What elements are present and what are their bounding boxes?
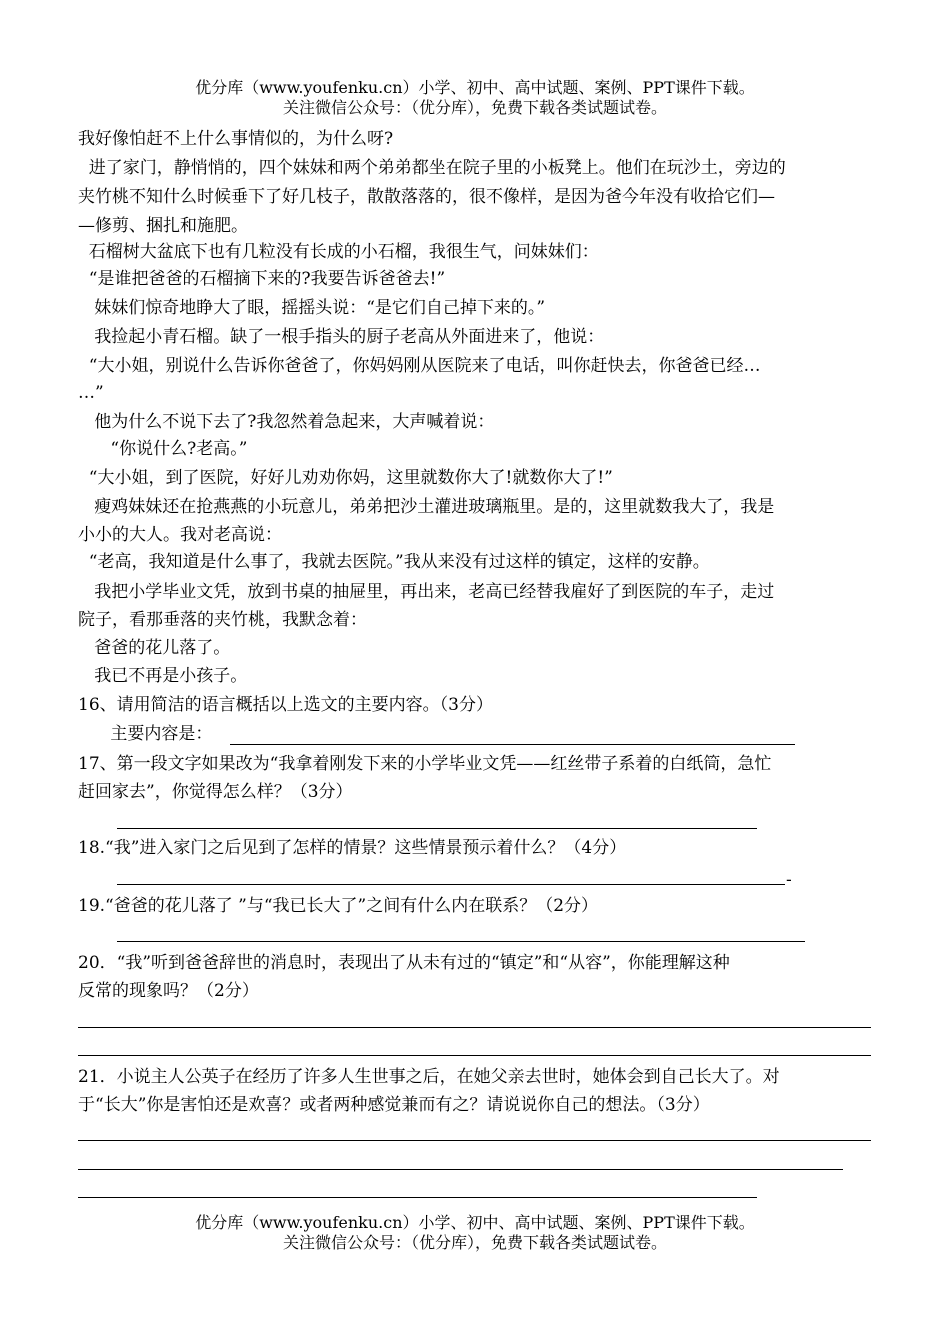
passage-line: —修剪、捆扎和施肥。 xyxy=(78,216,248,236)
passage-line: 他为什么不说下去了?我忽然着急起来，大声喊着说： xyxy=(78,412,495,432)
question-19: 19.“爸爸的花儿落了 ”与“我已长大了”之间有什么内在联系？（2分） xyxy=(78,896,599,916)
passage-line: “是谁把爸爸的石榴摘下来的?我要告诉爸爸去!” xyxy=(78,269,446,289)
passage-line: “大小姐，别说什么告诉你爸爸了，你妈妈刚从医院来了电话，叫你赶快去，你爸爸已经… xyxy=(78,356,761,376)
header-line-1: 优分库（www.youfenku.cn）小学、初中、高中试题、案例、PPT课件下载。 xyxy=(195,78,755,97)
question-20-line-1: 20．“我”听到爸爸辞世的消息时，表现出了从未有过的“镇定”和“从容”，你能理解这种 xyxy=(78,953,730,973)
passage-line: 我好像怕赶不上什么事情似的，为什么呀? xyxy=(78,129,394,149)
header-line-2: 关注微信公众号：（优分库），免费下载各类试题试卷。 xyxy=(282,98,667,117)
passage-line: 爸爸的花儿落了。 xyxy=(78,638,231,658)
answer-blank-21c[interactable] xyxy=(78,1197,757,1198)
answer-blank-21a[interactable] xyxy=(78,1140,871,1141)
answer-blank-18-tail: - xyxy=(786,870,792,890)
passage-line: 进了家门，静悄悄的，四个妹妹和两个弟弟都坐在院子里的小板凳上。他们在玩沙土，旁边的 xyxy=(78,158,786,178)
answer-blank-19[interactable] xyxy=(117,941,805,942)
passage-line: 瘦鸡妹妹还在抢燕燕的小玩意儿，弟弟把沙土灌进玻璃瓶里。是的，这里就数我大了，我是 xyxy=(78,497,775,517)
passage-line: 小小的大人。我对老高说： xyxy=(78,525,282,545)
passage-line: 院子，看那垂落的夹竹桃，我默念着： xyxy=(78,610,367,630)
passage-line: 我把小学毕业文凭，放到书桌的抽屉里，再出来，老高已经替我雇好了到医院的车子，走过 xyxy=(78,582,775,602)
passage-line: …” xyxy=(78,383,104,403)
answer-blank-20b[interactable] xyxy=(78,1055,871,1056)
question-16-prompt: 主要内容是： xyxy=(78,724,213,744)
answer-blank-16[interactable] xyxy=(230,744,795,745)
question-16: 16、请用简洁的语言概括以上选文的主要内容。（3分） xyxy=(78,695,493,715)
question-17-line-1: 17、第一段文字如果改为“我拿着刚发下来的小学毕业文凭——红丝带子系着的白纸筒，急忙 xyxy=(78,754,772,774)
question-21-line-2: 于“长大”你是害怕还是欢喜？或者两种感觉兼而有之？请说说你自己的想法。（3分） xyxy=(78,1095,710,1115)
footer-line-2: 关注微信公众号：（优分库），免费下载各类试题试卷。 xyxy=(282,1233,667,1252)
passage-line: 石榴树大盆底下也有几粒没有长成的小石榴，我很生气，问妹妹们： xyxy=(78,242,599,262)
question-21-line-1: 21．小说主人公英子在经历了许多人生世事之后，在她父亲去世时，她体会到自己长大了。对 xyxy=(78,1067,780,1087)
question-20-line-2: 反常的现象吗？（2分） xyxy=(78,981,259,1001)
passage-line: 妹妹们惊奇地睁大了眼，摇摇头说：“是它们自己掉下来的。” xyxy=(78,298,546,318)
answer-blank-17[interactable] xyxy=(117,828,757,829)
passage-line: 我已不再是小孩子。 xyxy=(78,666,248,686)
question-17-line-2: 赶回家去”，你觉得怎么样？（3分） xyxy=(78,782,353,802)
passage-line: 我捡起小青石榴。缺了一根手指头的厨子老高从外面进来了，他说： xyxy=(78,327,605,347)
passage-line: “你说什么?老高。” xyxy=(78,439,248,459)
footer-line-1: 优分库（www.youfenku.cn）小学、初中、高中试题、案例、PPT课件下载。 xyxy=(195,1213,755,1232)
answer-blank-20a[interactable] xyxy=(78,1027,871,1028)
passage-line: “大小姐，到了医院，好好儿劝劝你妈，这里就数你大了!就数你大了!” xyxy=(78,468,613,488)
question-18: 18.“我”进入家门之后见到了怎样的情景？这些情景预示着什么？（4分） xyxy=(78,838,627,858)
answer-blank-18[interactable] xyxy=(117,884,785,885)
passage-line: “老高，我知道是什么事了，我就去医院。”我从来没有过这样的镇定，这样的安静。 xyxy=(78,552,710,572)
answer-blank-21b[interactable] xyxy=(78,1169,843,1170)
passage-line: 夹竹桃不知什么时候垂下了好几枝子，散散落落的，很不像样，是因为爸今年没有收拾它们— xyxy=(78,187,775,207)
